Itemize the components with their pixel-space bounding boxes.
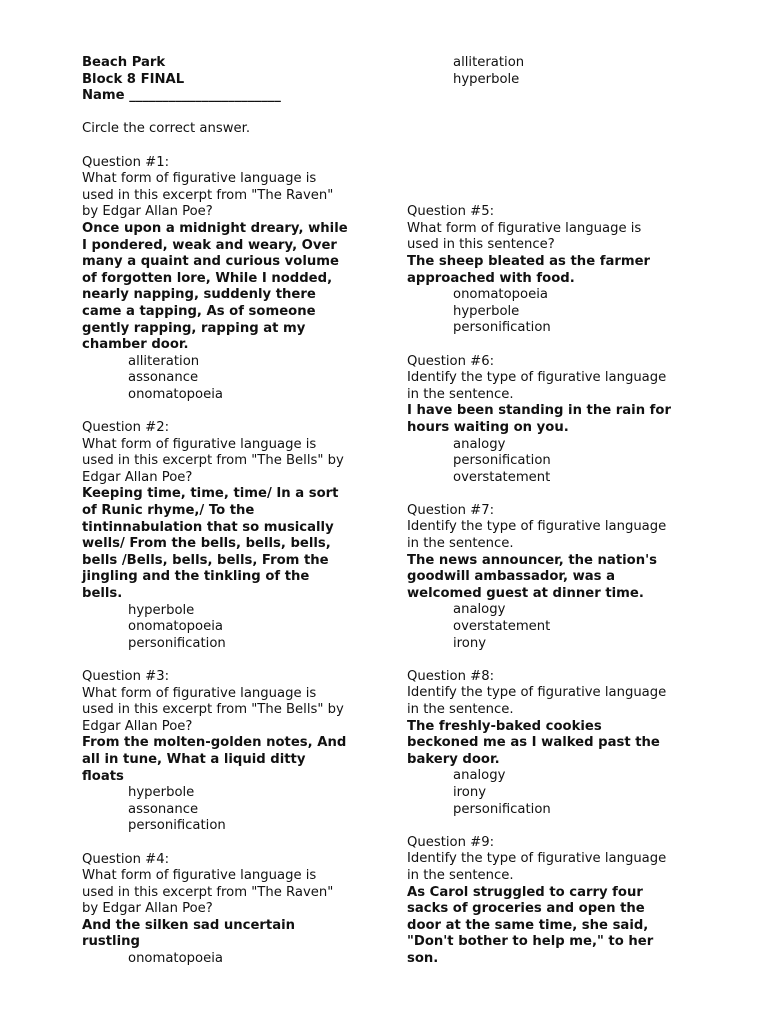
question-prompt-line: Edgar Allan Poe?: [82, 718, 193, 734]
spacer: [82, 403, 367, 420]
excerpt-line: chamber door.: [82, 337, 189, 353]
question-number: Question #5:: [407, 204, 495, 220]
spacer: [407, 486, 697, 503]
answer-option[interactable]: hyperbole: [128, 785, 195, 801]
right-column: [407, 55, 697, 984]
left-column: [82, 55, 367, 984]
question-block: [407, 503, 697, 652]
excerpt-line: door at the same time, she said,: [407, 917, 649, 933]
excerpt-line: came a tapping, As of someone: [82, 303, 316, 319]
answer-option[interactable]: onomatopoeia: [128, 951, 223, 967]
answer-option[interactable]: overstatement: [453, 469, 551, 485]
question-block: [82, 420, 367, 652]
question-prompt-line: in the sentence.: [407, 536, 514, 552]
excerpt-line: The news announcer, the nation's: [407, 552, 657, 568]
excerpt-line: As Carol struggled to carry four: [407, 884, 643, 900]
question-prompt-line: used in this excerpt from "The Raven": [82, 187, 334, 203]
answer-option[interactable]: hyperbole: [128, 602, 195, 618]
answer-option[interactable]: irony: [453, 635, 487, 651]
question-block: [82, 669, 367, 835]
excerpt-line: jingling and the tinkling of the: [82, 569, 310, 585]
answer-option[interactable]: assonance: [128, 370, 199, 386]
answer-option[interactable]: assonance: [128, 801, 199, 817]
excerpt-line: wells/ From the bells, bells, bells,: [82, 536, 331, 552]
answer-option[interactable]: onomatopoeia: [128, 386, 223, 402]
answer-option[interactable]: analogy: [453, 768, 506, 784]
spacer: [82, 835, 367, 852]
spacer: [407, 337, 697, 354]
answer-option[interactable]: hyperbole: [453, 303, 520, 319]
spacer: [407, 968, 697, 985]
excerpt-line: Once upon a midnight dreary, while: [82, 220, 348, 236]
left-question-list: [82, 155, 367, 985]
question-prompt-line: Identify the type of figurative language: [407, 519, 667, 535]
excerpt-line: bells /Bells, bells, bells, From the: [82, 552, 329, 568]
excerpt-line: all in tune, What a liquid ditty: [82, 751, 306, 767]
question-prompt-line: used in this excerpt from "The Raven": [82, 884, 334, 900]
question-prompt-line: used in this excerpt from "The Bells" by: [82, 702, 344, 718]
answer-option[interactable]: analogy: [453, 436, 506, 452]
answer-option[interactable]: personification: [128, 635, 226, 651]
answer-option[interactable]: onomatopoeia: [453, 287, 548, 303]
excerpt-line: "Don't bother to help me," to her: [407, 934, 654, 950]
excerpt-line: of forgotten lore, While I nodded,: [82, 270, 333, 286]
excerpt-line: son.: [407, 950, 439, 966]
question-block: [407, 669, 697, 818]
question-prompt-line: by Edgar Allan Poe?: [82, 901, 213, 917]
question-number: Question #7:: [407, 502, 495, 518]
excerpt-line: Keeping time, time, time/ In a sort: [82, 486, 339, 502]
question-prompt-line: What form of figurative language is: [82, 436, 317, 452]
question-block: [82, 852, 367, 968]
name-field-label: Name _______________________: [82, 88, 281, 104]
answer-option[interactable]: personification: [453, 320, 551, 336]
excerpt-line: welcomed guest at dinner time.: [407, 585, 644, 601]
question-prompt-line: used in this excerpt from "The Bells" by: [82, 453, 344, 469]
block-label: Block 8 FINAL: [82, 71, 185, 87]
spacer: [407, 652, 697, 669]
column-gap: [407, 88, 697, 204]
excerpt-line: tintinnabulation that so musically: [82, 519, 334, 535]
excerpt-line: The sheep bleated as the farmer: [407, 253, 651, 269]
spacer: [82, 105, 367, 122]
excerpt-line: I pondered, weak and weary, Over: [82, 237, 337, 253]
answer-option[interactable]: personification: [128, 818, 226, 834]
excerpt-line: of Runic rhyme,/ To the: [82, 503, 255, 519]
excerpt-line: rustling: [82, 934, 140, 950]
answer-option[interactable]: personification: [453, 453, 551, 469]
excerpt-line: hours waiting on you.: [407, 419, 569, 435]
excerpt-line: approached with food.: [407, 270, 575, 286]
school-name: Beach Park: [82, 55, 166, 70]
question-number: Question #6:: [407, 353, 495, 369]
question-block: [407, 354, 697, 487]
question-number: Question #9:: [407, 834, 495, 850]
excerpt-line: The freshly-baked cookies: [407, 718, 602, 734]
question-block: [407, 835, 697, 968]
right-question-list: [407, 204, 697, 984]
answer-option[interactable]: onomatopoeia: [128, 619, 223, 635]
excerpt-line: bells.: [82, 586, 123, 601]
excerpt-line: From the molten-golden notes, And: [82, 735, 347, 751]
excerpt-line: I have been standing in the rain for: [407, 403, 671, 419]
excerpt-line: beckoned me as I walked past the: [407, 735, 660, 751]
question-number: Question #1:: [82, 154, 170, 170]
answer-option[interactable]: irony: [453, 784, 487, 800]
answer-option[interactable]: hyperbole: [453, 71, 520, 87]
instruction-text: Circle the correct answer.: [82, 121, 251, 137]
answer-option[interactable]: alliteration: [453, 55, 525, 70]
excerpt-line: sacks of groceries and open the: [407, 901, 645, 917]
question-prompt-line: by Edgar Allan Poe?: [82, 204, 213, 220]
question-block: [82, 155, 367, 404]
question-prompt-line: in the sentence.: [407, 386, 514, 402]
excerpt-line: gently rapping, rapping at my: [82, 320, 306, 336]
spacer: [82, 138, 367, 155]
question-prompt-line: What form of figurative language is: [82, 868, 317, 884]
excerpt-line: nearly napping, suddenly there: [82, 287, 316, 303]
question-prompt-line: Edgar Allan Poe?: [82, 469, 193, 485]
question-number: Question #4:: [82, 851, 170, 867]
question-prompt-line: Identify the type of figurative language: [407, 851, 667, 867]
spacer: [82, 652, 367, 669]
answer-option[interactable]: overstatement: [453, 619, 551, 635]
answer-option[interactable]: alliteration: [128, 353, 200, 369]
question-prompt-line: What form of figurative language is: [82, 685, 317, 701]
question-prompt-line: in the sentence.: [407, 702, 514, 717]
question-prompt-line: What form of figurative language is: [407, 220, 642, 236]
question-block: [407, 204, 697, 337]
question-number: Question #2:: [82, 420, 170, 436]
question-number: Question #8:: [407, 668, 495, 684]
excerpt-line: And the silken sad uncertain: [82, 917, 296, 933]
question-prompt-line: in the sentence.: [407, 867, 514, 883]
answer-option[interactable]: personification: [453, 801, 551, 817]
excerpt-line: bakery door.: [407, 751, 500, 767]
excerpt-line: floats: [82, 768, 124, 784]
spacer: [407, 818, 697, 835]
excerpt-line: many a quaint and curious volume: [82, 254, 339, 270]
question-prompt-line: What form of figurative language is: [82, 171, 317, 187]
question-prompt-line: Identify the type of figurative language: [407, 370, 667, 386]
spacer: [82, 968, 367, 985]
question-prompt-line: used in this sentence?: [407, 237, 555, 253]
carryover-options: [407, 55, 697, 88]
excerpt-line: goodwill ambassador, was a: [407, 569, 615, 585]
answer-option[interactable]: analogy: [453, 602, 506, 618]
question-number: Question #3:: [82, 668, 170, 684]
question-prompt-line: Identify the type of figurative language: [407, 685, 667, 701]
